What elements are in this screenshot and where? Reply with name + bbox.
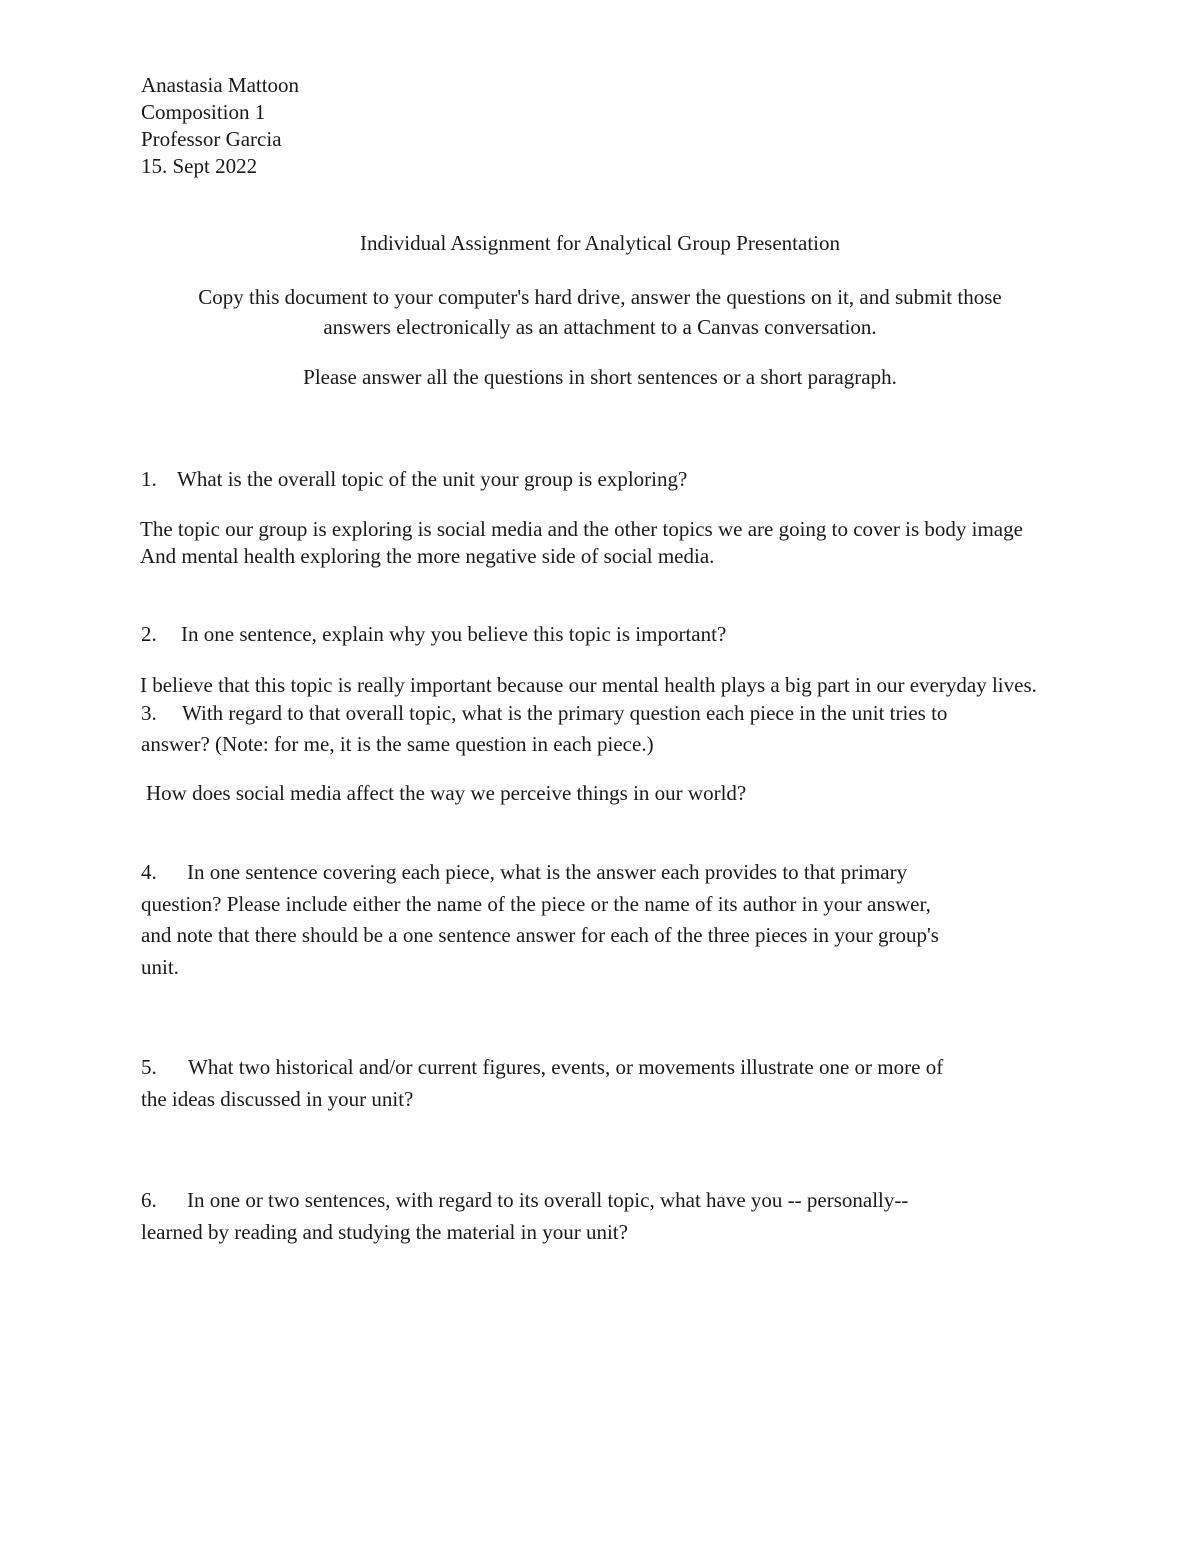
answer-1 — [140, 516, 1023, 570]
question-number: 5. — [141, 1055, 157, 1079]
question-text: answer? (Note: for me, it is the same question in each piece.) — [141, 732, 654, 756]
question-text: unit. — [141, 954, 179, 979]
question-3 — [141, 698, 947, 760]
answer-line: And mental health exploring the more negative side of social media. — [140, 544, 715, 568]
question-text: What is the overall topic of the unit your group is exploring? — [177, 467, 688, 491]
instructions-line-2: answers electronically as an attachment to a Canvas conversation. — [323, 315, 877, 339]
question-number: 6. — [141, 1188, 157, 1212]
question-number: 1. — [141, 467, 157, 491]
instructions-line-1: Copy this document to your computer's hard drive, answer the questions on it, and submit those — [198, 285, 1002, 309]
question-1 — [141, 466, 687, 493]
professor-name: Professor Garcia — [141, 127, 282, 151]
header-block — [141, 72, 299, 180]
question-text: question? Please include either the name of the piece or the name of its author in your answer, — [141, 891, 931, 916]
instructions-line-3: Please answer all the questions in short sentences or a short paragraph. — [303, 365, 897, 389]
question-text: What two historical and/or current figures, events, or movements illustrate one or more of — [188, 1055, 944, 1079]
question-text: In one sentence, explain why you believe this topic is important? — [181, 622, 727, 646]
question-text: learned by reading and studying the material in your unit? — [141, 1219, 628, 1244]
question-text: In one sentence covering each piece, what is the answer each provides to that primary — [187, 860, 908, 884]
answer-line: The topic our group is exploring is social media and the other topics we are going to cover is body image — [140, 517, 1023, 541]
question-number: 4. — [141, 860, 157, 884]
question-5 — [141, 1052, 943, 1115]
question-number: 3. — [141, 701, 157, 725]
course-name: Composition 1 — [141, 100, 266, 124]
answer-2: I believe that this topic is really important because our mental health plays a big part in our everyday lives. — [140, 673, 1037, 697]
date: 15. Sept 2022 — [141, 154, 258, 178]
question-text: In one or two sentences, with regard to its overall topic, what have you -- personally-- — [187, 1188, 909, 1212]
document-title: Individual Assignment for Analytical Group Presentation — [359, 231, 840, 255]
answer-3: How does social media affect the way we perceive things in our world? — [146, 781, 747, 805]
question-number: 2. — [141, 622, 157, 646]
question-4 — [141, 857, 939, 983]
instructions-block — [0, 282, 1200, 342]
question-text: With regard to that overall topic, what is the primary question each piece in the unit tries to — [182, 701, 948, 725]
student-name: Anastasia Mattoon — [141, 73, 300, 97]
question-text: the ideas discussed in your unit? — [141, 1086, 414, 1111]
question-text: and note that there should be a one sentence answer for each of the three pieces in your group's — [141, 923, 939, 947]
question-2 — [141, 621, 726, 648]
question-6 — [141, 1185, 908, 1248]
